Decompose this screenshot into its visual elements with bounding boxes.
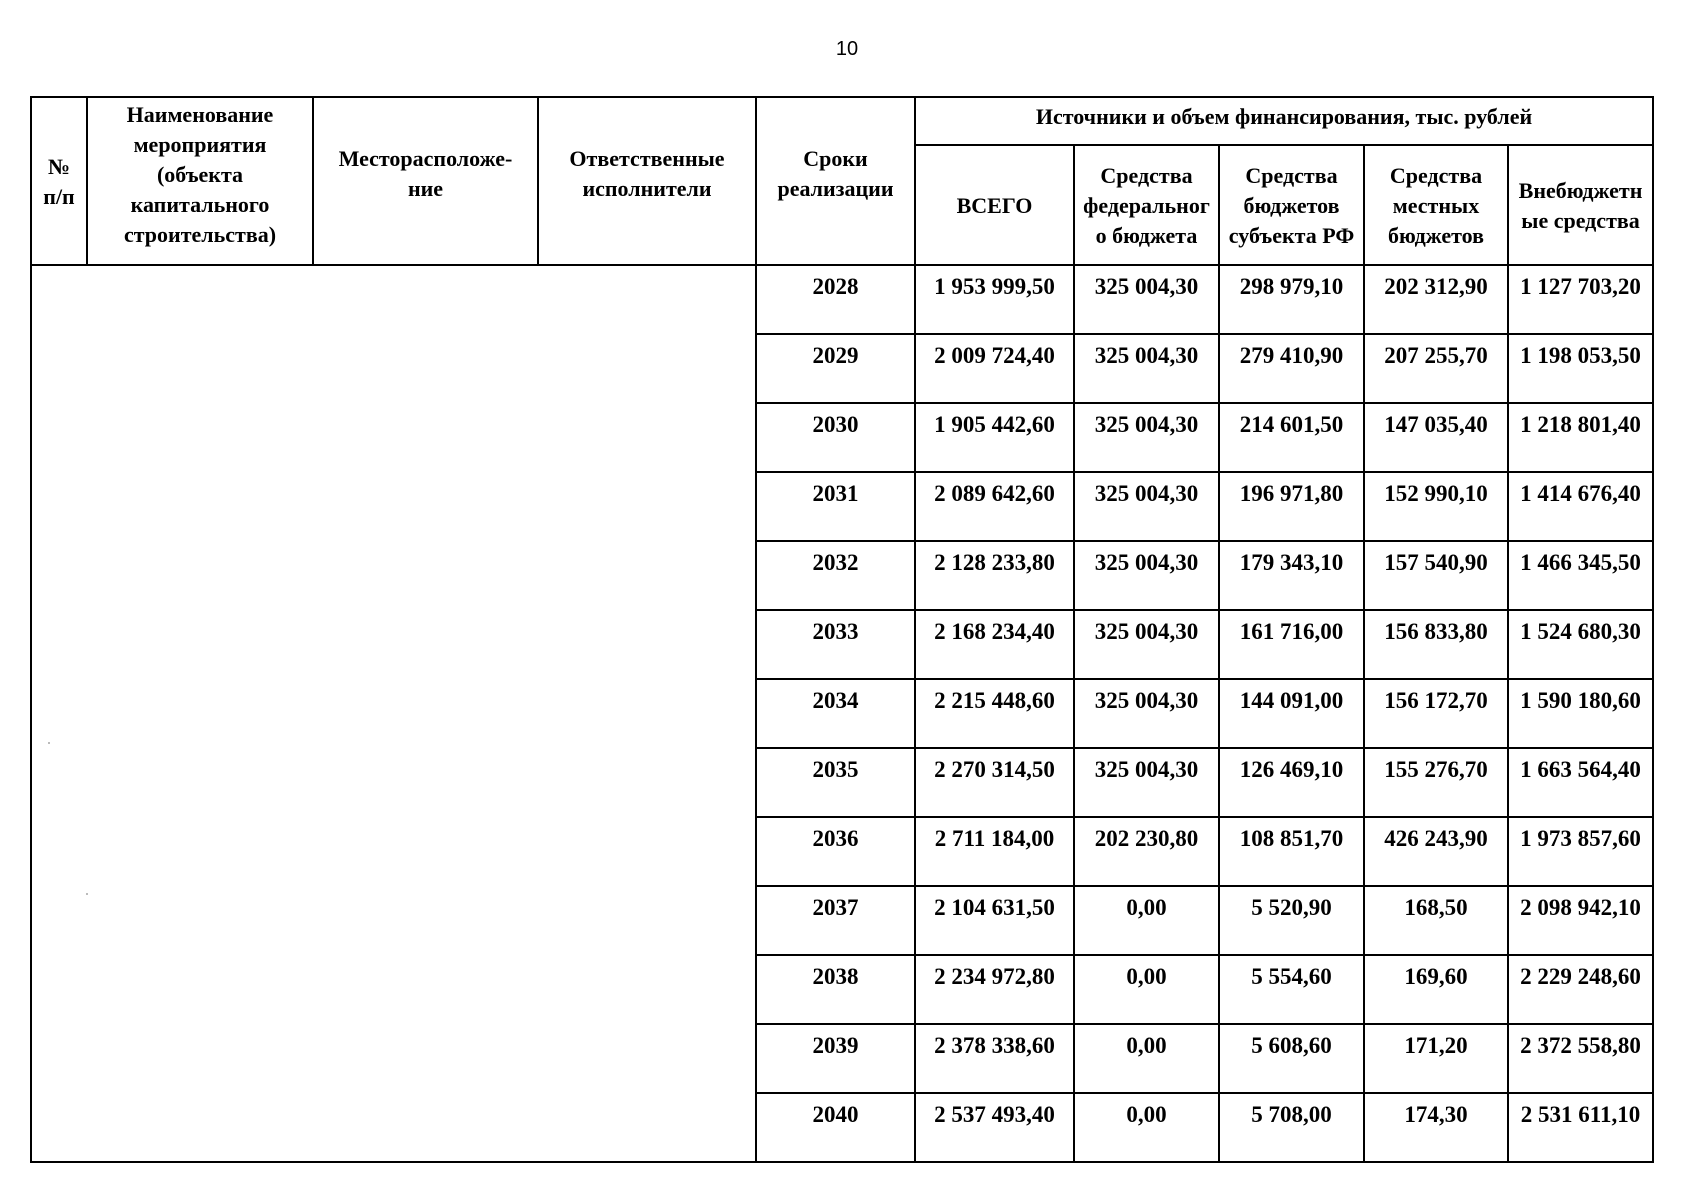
cell-year: 2034 (756, 679, 915, 748)
cell-total: 2 009 724,40 (915, 334, 1074, 403)
cell-year: 2030 (756, 403, 915, 472)
header-funding-group: Источники и объем финансирования, тыс. рублей (915, 97, 1653, 145)
cell-regional: 126 469,10 (1219, 748, 1364, 817)
cell-federal: 325 004,30 (1074, 403, 1219, 472)
cell-total: 2 128 233,80 (915, 541, 1074, 610)
cell-local: 152 990,10 (1364, 472, 1508, 541)
header-regional (1219, 145, 1364, 265)
header-regional-line: бюджетов (1243, 193, 1340, 218)
cell-local: 147 035,40 (1364, 403, 1508, 472)
cell-local: 155 276,70 (1364, 748, 1508, 817)
funding-table (30, 96, 1654, 1163)
cell-year: 2032 (756, 541, 915, 610)
cell-federal: 325 004,30 (1074, 748, 1219, 817)
cell-extra: 1 414 676,40 (1508, 472, 1653, 541)
cell-regional: 214 601,50 (1219, 403, 1364, 472)
cell-total: 2 089 642,60 (915, 472, 1074, 541)
cell-year: 2040 (756, 1093, 915, 1162)
header-extra (1508, 145, 1653, 265)
cell-year: 2033 (756, 610, 915, 679)
cell-total: 2 215 448,60 (915, 679, 1074, 748)
cell-total: 2 234 972,80 (915, 955, 1074, 1024)
cell-extra: 1 127 703,20 (1508, 265, 1653, 334)
cell-regional: 298 979,10 (1219, 265, 1364, 334)
cell-local: 156 172,70 (1364, 679, 1508, 748)
header-name (87, 97, 313, 265)
merged-empty-cell (31, 265, 756, 1162)
cell-year: 2038 (756, 955, 915, 1024)
cell-extra: 2 531 611,10 (1508, 1093, 1653, 1162)
cell-total: 2 168 234,40 (915, 610, 1074, 679)
cell-local: 426 243,90 (1364, 817, 1508, 886)
cell-local: 174,30 (1364, 1093, 1508, 1162)
header-local-line: Средства (1389, 163, 1483, 188)
cell-total: 2 104 631,50 (915, 886, 1074, 955)
cell-local: 156 833,80 (1364, 610, 1508, 679)
header-responsible-line: Ответственные (569, 146, 725, 171)
header-num-line: № (47, 154, 71, 179)
scan-speck (86, 893, 88, 895)
cell-year: 2031 (756, 472, 915, 541)
cell-federal: 325 004,30 (1074, 472, 1219, 541)
cell-federal: 202 230,80 (1074, 817, 1219, 886)
cell-regional: 5 708,00 (1219, 1093, 1364, 1162)
header-federal-line: о бюджета (1095, 223, 1198, 248)
cell-extra: 1 590 180,60 (1508, 679, 1653, 748)
cell-year: 2036 (756, 817, 915, 886)
header-name-line: (объекта (156, 162, 244, 187)
cell-regional: 5 520,90 (1219, 886, 1364, 955)
cell-year: 2035 (756, 748, 915, 817)
cell-federal: 325 004,30 (1074, 610, 1219, 679)
cell-year: 2028 (756, 265, 915, 334)
cell-local: 168,50 (1364, 886, 1508, 955)
cell-extra: 2 372 558,80 (1508, 1024, 1653, 1093)
cell-federal: 325 004,30 (1074, 334, 1219, 403)
cell-federal: 0,00 (1074, 1024, 1219, 1093)
cell-federal: 0,00 (1074, 886, 1219, 955)
cell-extra: 1 973 857,60 (1508, 817, 1653, 886)
cell-local: 169,60 (1364, 955, 1508, 1024)
header-name-line: мероприятия (133, 132, 267, 157)
cell-total: 2 537 493,40 (915, 1093, 1074, 1162)
header-extra-line: ые средства (1521, 208, 1640, 233)
cell-regional: 196 971,80 (1219, 472, 1364, 541)
header-terms-line: реализации (777, 176, 894, 201)
cell-federal: 325 004,30 (1074, 679, 1219, 748)
header-num-line: п/п (43, 184, 75, 209)
header-regional-line: Средства (1245, 163, 1338, 188)
cell-regional: 179 343,10 (1219, 541, 1364, 610)
cell-federal: 325 004,30 (1074, 265, 1219, 334)
cell-year: 2039 (756, 1024, 915, 1093)
header-terms-line: Сроки (803, 146, 868, 171)
header-total: ВСЕГО (915, 145, 1074, 265)
page-number: 10 (835, 38, 859, 60)
cell-regional: 161 716,00 (1219, 610, 1364, 679)
cell-extra: 1 663 564,40 (1508, 748, 1653, 817)
header-responsible (538, 97, 756, 265)
cell-extra: 2 229 248,60 (1508, 955, 1653, 1024)
cell-total: 2 711 184,00 (915, 817, 1074, 886)
header-regional-line: субъекта РФ (1228, 223, 1355, 248)
cell-regional: 108 851,70 (1219, 817, 1364, 886)
header-responsible-line: исполнители (582, 176, 712, 201)
header-name-line: капитального (130, 192, 270, 217)
cell-total: 1 905 442,60 (915, 403, 1074, 472)
cell-regional: 5 608,60 (1219, 1024, 1364, 1093)
header-location-line: Месторасположе- (338, 146, 513, 171)
header-local-line: бюджетов (1388, 223, 1484, 248)
cell-federal: 325 004,30 (1074, 541, 1219, 610)
cell-year: 2037 (756, 886, 915, 955)
cell-total: 1 953 999,50 (915, 265, 1074, 334)
header-federal (1074, 145, 1219, 265)
cell-local: 207 255,70 (1364, 334, 1508, 403)
header-name-line: Наименование (126, 102, 274, 127)
cell-total: 2 270 314,50 (915, 748, 1074, 817)
table-body (31, 265, 1653, 1162)
header-local-line: местных (1392, 193, 1480, 218)
cell-extra: 2 098 942,10 (1508, 886, 1653, 955)
header-terms (756, 97, 915, 265)
table-row (31, 265, 1653, 334)
header-location (313, 97, 538, 265)
cell-federal: 0,00 (1074, 1093, 1219, 1162)
cell-year: 2029 (756, 334, 915, 403)
header-location-line: ние (407, 176, 444, 201)
header-extra-line: Внебюджетн (1518, 178, 1643, 203)
cell-federal: 0,00 (1074, 955, 1219, 1024)
cell-extra: 1 524 680,30 (1508, 610, 1653, 679)
cell-local: 157 540,90 (1364, 541, 1508, 610)
cell-extra: 1 198 053,50 (1508, 334, 1653, 403)
cell-extra: 1 218 801,40 (1508, 403, 1653, 472)
header-federal-line: федеральног (1083, 193, 1210, 218)
cell-local: 171,20 (1364, 1024, 1508, 1093)
header-local (1364, 145, 1508, 265)
header-federal-line: Средства (1100, 163, 1193, 188)
cell-total: 2 378 338,60 (915, 1024, 1074, 1093)
cell-regional: 5 554,60 (1219, 955, 1364, 1024)
cell-regional: 144 091,00 (1219, 679, 1364, 748)
scan-speck (48, 742, 50, 744)
header-name-line: строительства) (123, 222, 277, 247)
header-num (31, 97, 87, 265)
cell-regional: 279 410,90 (1219, 334, 1364, 403)
cell-extra: 1 466 345,50 (1508, 541, 1653, 610)
cell-local: 202 312,90 (1364, 265, 1508, 334)
